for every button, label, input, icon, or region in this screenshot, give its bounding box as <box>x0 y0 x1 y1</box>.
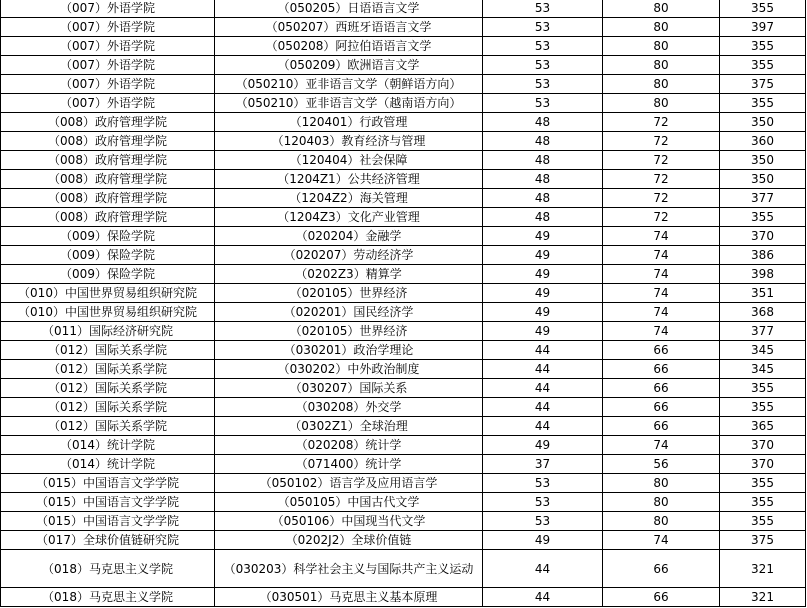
single-subject-over100-cell: 80 <box>603 474 720 493</box>
major-cell: （030501）马克思主义基本原理 <box>215 588 483 607</box>
major-cell: （050209）欧洲语言文学 <box>215 56 483 75</box>
table-row <box>1 398 806 417</box>
total-score-cell: 355 <box>720 379 806 398</box>
total-score-cell: 355 <box>720 474 806 493</box>
major-cell: （050205）日语语言文学 <box>215 0 483 18</box>
college-cell: （017）全球价值链研究院 <box>1 531 215 550</box>
college-cell: （011）国际经济研究院 <box>1 322 215 341</box>
total-score-cell: 375 <box>720 531 806 550</box>
table-row <box>1 531 806 550</box>
single-subject-over100-cell: 80 <box>603 18 720 37</box>
single-subject-100-cell: 44 <box>483 417 603 436</box>
table-row <box>1 56 806 75</box>
college-cell: （010）中国世界贸易组织研究院 <box>1 284 215 303</box>
single-subject-100-cell: 49 <box>483 436 603 455</box>
single-subject-100-cell: 53 <box>483 37 603 56</box>
single-subject-100-cell: 53 <box>483 474 603 493</box>
single-subject-over100-cell: 74 <box>603 531 720 550</box>
major-cell: （030208）外交学 <box>215 398 483 417</box>
college-cell: （012）国际关系学院 <box>1 360 215 379</box>
college-cell: （012）国际关系学院 <box>1 417 215 436</box>
major-cell: （071400）统计学 <box>215 455 483 474</box>
major-cell: （050105）中国古代文学 <box>215 493 483 512</box>
total-score-cell: 345 <box>720 360 806 379</box>
table-row <box>1 208 806 227</box>
table-row <box>1 0 806 18</box>
major-cell: （020207）劳动经济学 <box>215 246 483 265</box>
total-score-cell: 350 <box>720 170 806 189</box>
single-subject-over100-cell: 66 <box>603 588 720 607</box>
single-subject-100-cell: 49 <box>483 246 603 265</box>
single-subject-over100-cell: 74 <box>603 227 720 246</box>
single-subject-over100-cell: 80 <box>603 512 720 531</box>
single-subject-over100-cell: 74 <box>603 265 720 284</box>
college-cell: （009）保险学院 <box>1 227 215 246</box>
single-subject-100-cell: 48 <box>483 113 603 132</box>
single-subject-over100-cell: 72 <box>603 170 720 189</box>
major-cell: （1204Z2）海关管理 <box>215 189 483 208</box>
total-score-cell: 350 <box>720 151 806 170</box>
single-subject-100-cell: 44 <box>483 398 603 417</box>
major-cell: （120404）社会保障 <box>215 151 483 170</box>
table-row <box>1 322 806 341</box>
single-subject-100-cell: 53 <box>483 512 603 531</box>
single-subject-100-cell: 49 <box>483 531 603 550</box>
single-subject-over100-cell: 74 <box>603 246 720 265</box>
total-score-cell: 351 <box>720 284 806 303</box>
total-score-cell: 368 <box>720 303 806 322</box>
major-cell: （1204Z3）文化产业管理 <box>215 208 483 227</box>
single-subject-over100-cell: 66 <box>603 550 720 588</box>
single-subject-100-cell: 44 <box>483 588 603 607</box>
total-score-cell: 355 <box>720 37 806 56</box>
college-cell: （014）统计学院 <box>1 436 215 455</box>
single-subject-100-cell: 49 <box>483 284 603 303</box>
single-subject-100-cell: 53 <box>483 0 603 18</box>
college-cell: （014）统计学院 <box>1 455 215 474</box>
college-cell: （009）保险学院 <box>1 265 215 284</box>
total-score-cell: 355 <box>720 0 806 18</box>
single-subject-over100-cell: 72 <box>603 132 720 151</box>
major-cell: （050102）语言学及应用语言学 <box>215 474 483 493</box>
score-table-body <box>1 0 806 607</box>
single-subject-over100-cell: 66 <box>603 341 720 360</box>
single-subject-100-cell: 53 <box>483 493 603 512</box>
college-cell: （009）保险学院 <box>1 246 215 265</box>
single-subject-over100-cell: 66 <box>603 360 720 379</box>
single-subject-100-cell: 48 <box>483 208 603 227</box>
major-cell: （020201）国民经济学 <box>215 303 483 322</box>
college-cell: （018）马克思主义学院 <box>1 588 215 607</box>
single-subject-over100-cell: 80 <box>603 94 720 113</box>
single-subject-100-cell: 48 <box>483 151 603 170</box>
total-score-cell: 365 <box>720 417 806 436</box>
total-score-cell: 355 <box>720 94 806 113</box>
total-score-cell: 355 <box>720 208 806 227</box>
major-cell: （0202Z3）精算学 <box>215 265 483 284</box>
single-subject-100-cell: 44 <box>483 341 603 360</box>
college-cell: （007）外语学院 <box>1 56 215 75</box>
single-subject-100-cell: 48 <box>483 170 603 189</box>
total-score-cell: 321 <box>720 588 806 607</box>
major-cell: （020204）金融学 <box>215 227 483 246</box>
college-cell: （012）国际关系学院 <box>1 379 215 398</box>
single-subject-over100-cell: 66 <box>603 379 720 398</box>
table-row <box>1 303 806 322</box>
major-cell: （120401）行政管理 <box>215 113 483 132</box>
single-subject-over100-cell: 72 <box>603 208 720 227</box>
total-score-cell: 386 <box>720 246 806 265</box>
single-subject-100-cell: 49 <box>483 227 603 246</box>
table-row <box>1 550 806 588</box>
table-row <box>1 189 806 208</box>
table-row <box>1 455 806 474</box>
total-score-cell: 355 <box>720 56 806 75</box>
major-cell: （020105）世界经济 <box>215 322 483 341</box>
single-subject-100-cell: 44 <box>483 360 603 379</box>
major-cell: （050106）中国现当代文学 <box>215 512 483 531</box>
table-row <box>1 341 806 360</box>
total-score-cell: 398 <box>720 265 806 284</box>
major-cell: （030201）政治学理论 <box>215 341 483 360</box>
table-row <box>1 360 806 379</box>
single-subject-over100-cell: 72 <box>603 189 720 208</box>
college-cell: （008）政府管理学院 <box>1 189 215 208</box>
college-cell: （008）政府管理学院 <box>1 151 215 170</box>
single-subject-100-cell: 49 <box>483 303 603 322</box>
single-subject-over100-cell: 72 <box>603 151 720 170</box>
single-subject-100-cell: 49 <box>483 322 603 341</box>
total-score-cell: 397 <box>720 18 806 37</box>
single-subject-100-cell: 48 <box>483 132 603 151</box>
major-cell: （050210）亚非语言文学（朝鲜语方向） <box>215 75 483 94</box>
college-cell: （008）政府管理学院 <box>1 113 215 132</box>
table-row <box>1 18 806 37</box>
table-row <box>1 417 806 436</box>
major-cell: （1204Z1）公共经济管理 <box>215 170 483 189</box>
major-cell: （030202）中外政治制度 <box>215 360 483 379</box>
table-row <box>1 474 806 493</box>
major-cell: （120403）教育经济与管理 <box>215 132 483 151</box>
college-cell: （007）外语学院 <box>1 37 215 56</box>
table-row <box>1 170 806 189</box>
total-score-cell: 350 <box>720 113 806 132</box>
college-cell: （012）国际关系学院 <box>1 398 215 417</box>
single-subject-100-cell: 53 <box>483 18 603 37</box>
single-subject-over100-cell: 80 <box>603 56 720 75</box>
table-row <box>1 94 806 113</box>
college-cell: （007）外语学院 <box>1 18 215 37</box>
total-score-cell: 355 <box>720 493 806 512</box>
table-row <box>1 379 806 398</box>
single-subject-100-cell: 49 <box>483 265 603 284</box>
table-row <box>1 436 806 455</box>
single-subject-over100-cell: 80 <box>603 493 720 512</box>
single-subject-over100-cell: 74 <box>603 284 720 303</box>
major-cell: （030207）国际关系 <box>215 379 483 398</box>
major-cell: （050207）西班牙语语言文学 <box>215 18 483 37</box>
major-cell: （050210）亚非语言文学（越南语方向） <box>215 94 483 113</box>
total-score-cell: 355 <box>720 398 806 417</box>
college-cell: （010）中国世界贸易组织研究院 <box>1 303 215 322</box>
table-row <box>1 512 806 531</box>
college-cell: （008）政府管理学院 <box>1 208 215 227</box>
table-row <box>1 284 806 303</box>
college-cell: （008）政府管理学院 <box>1 170 215 189</box>
college-cell: （007）外语学院 <box>1 75 215 94</box>
college-cell: （012）国际关系学院 <box>1 341 215 360</box>
college-cell: （015）中国语言文学学院 <box>1 493 215 512</box>
single-subject-over100-cell: 66 <box>603 398 720 417</box>
major-cell: （020208）统计学 <box>215 436 483 455</box>
single-subject-over100-cell: 74 <box>603 303 720 322</box>
single-subject-over100-cell: 74 <box>603 436 720 455</box>
college-cell: （015）中国语言文学学院 <box>1 512 215 531</box>
single-subject-over100-cell: 80 <box>603 0 720 18</box>
total-score-cell: 321 <box>720 550 806 588</box>
table-row <box>1 37 806 56</box>
single-subject-over100-cell: 80 <box>603 75 720 94</box>
single-subject-100-cell: 53 <box>483 94 603 113</box>
table-row <box>1 227 806 246</box>
table-row <box>1 265 806 284</box>
total-score-cell: 360 <box>720 132 806 151</box>
major-cell: （050208）阿拉伯语语言文学 <box>215 37 483 56</box>
total-score-cell: 370 <box>720 227 806 246</box>
table-row <box>1 588 806 607</box>
single-subject-over100-cell: 72 <box>603 113 720 132</box>
single-subject-over100-cell: 74 <box>603 322 720 341</box>
single-subject-over100-cell: 66 <box>603 417 720 436</box>
total-score-cell: 370 <box>720 455 806 474</box>
single-subject-100-cell: 44 <box>483 379 603 398</box>
table-row <box>1 493 806 512</box>
total-score-cell: 375 <box>720 75 806 94</box>
single-subject-100-cell: 44 <box>483 550 603 588</box>
table-row <box>1 246 806 265</box>
total-score-cell: 345 <box>720 341 806 360</box>
single-subject-100-cell: 53 <box>483 75 603 94</box>
college-cell: （015）中国语言文学学院 <box>1 474 215 493</box>
total-score-cell: 370 <box>720 436 806 455</box>
single-subject-100-cell: 53 <box>483 56 603 75</box>
college-cell: （008）政府管理学院 <box>1 132 215 151</box>
single-subject-100-cell: 48 <box>483 189 603 208</box>
single-subject-over100-cell: 56 <box>603 455 720 474</box>
college-cell: （007）外语学院 <box>1 0 215 18</box>
total-score-cell: 377 <box>720 189 806 208</box>
college-cell: （018）马克思主义学院 <box>1 550 215 588</box>
major-cell: （020105）世界经济 <box>215 284 483 303</box>
table-row <box>1 132 806 151</box>
total-score-cell: 355 <box>720 512 806 531</box>
total-score-cell: 377 <box>720 322 806 341</box>
table-row <box>1 75 806 94</box>
table-row <box>1 113 806 132</box>
major-cell: （0202J2）全球价值链 <box>215 531 483 550</box>
table-row <box>1 151 806 170</box>
major-cell: （030203）科学社会主义与国际共产主义运动 <box>215 550 483 588</box>
major-cell: （0302Z1）全球治理 <box>215 417 483 436</box>
college-cell: （007）外语学院 <box>1 94 215 113</box>
single-subject-100-cell: 37 <box>483 455 603 474</box>
single-subject-over100-cell: 80 <box>603 37 720 56</box>
